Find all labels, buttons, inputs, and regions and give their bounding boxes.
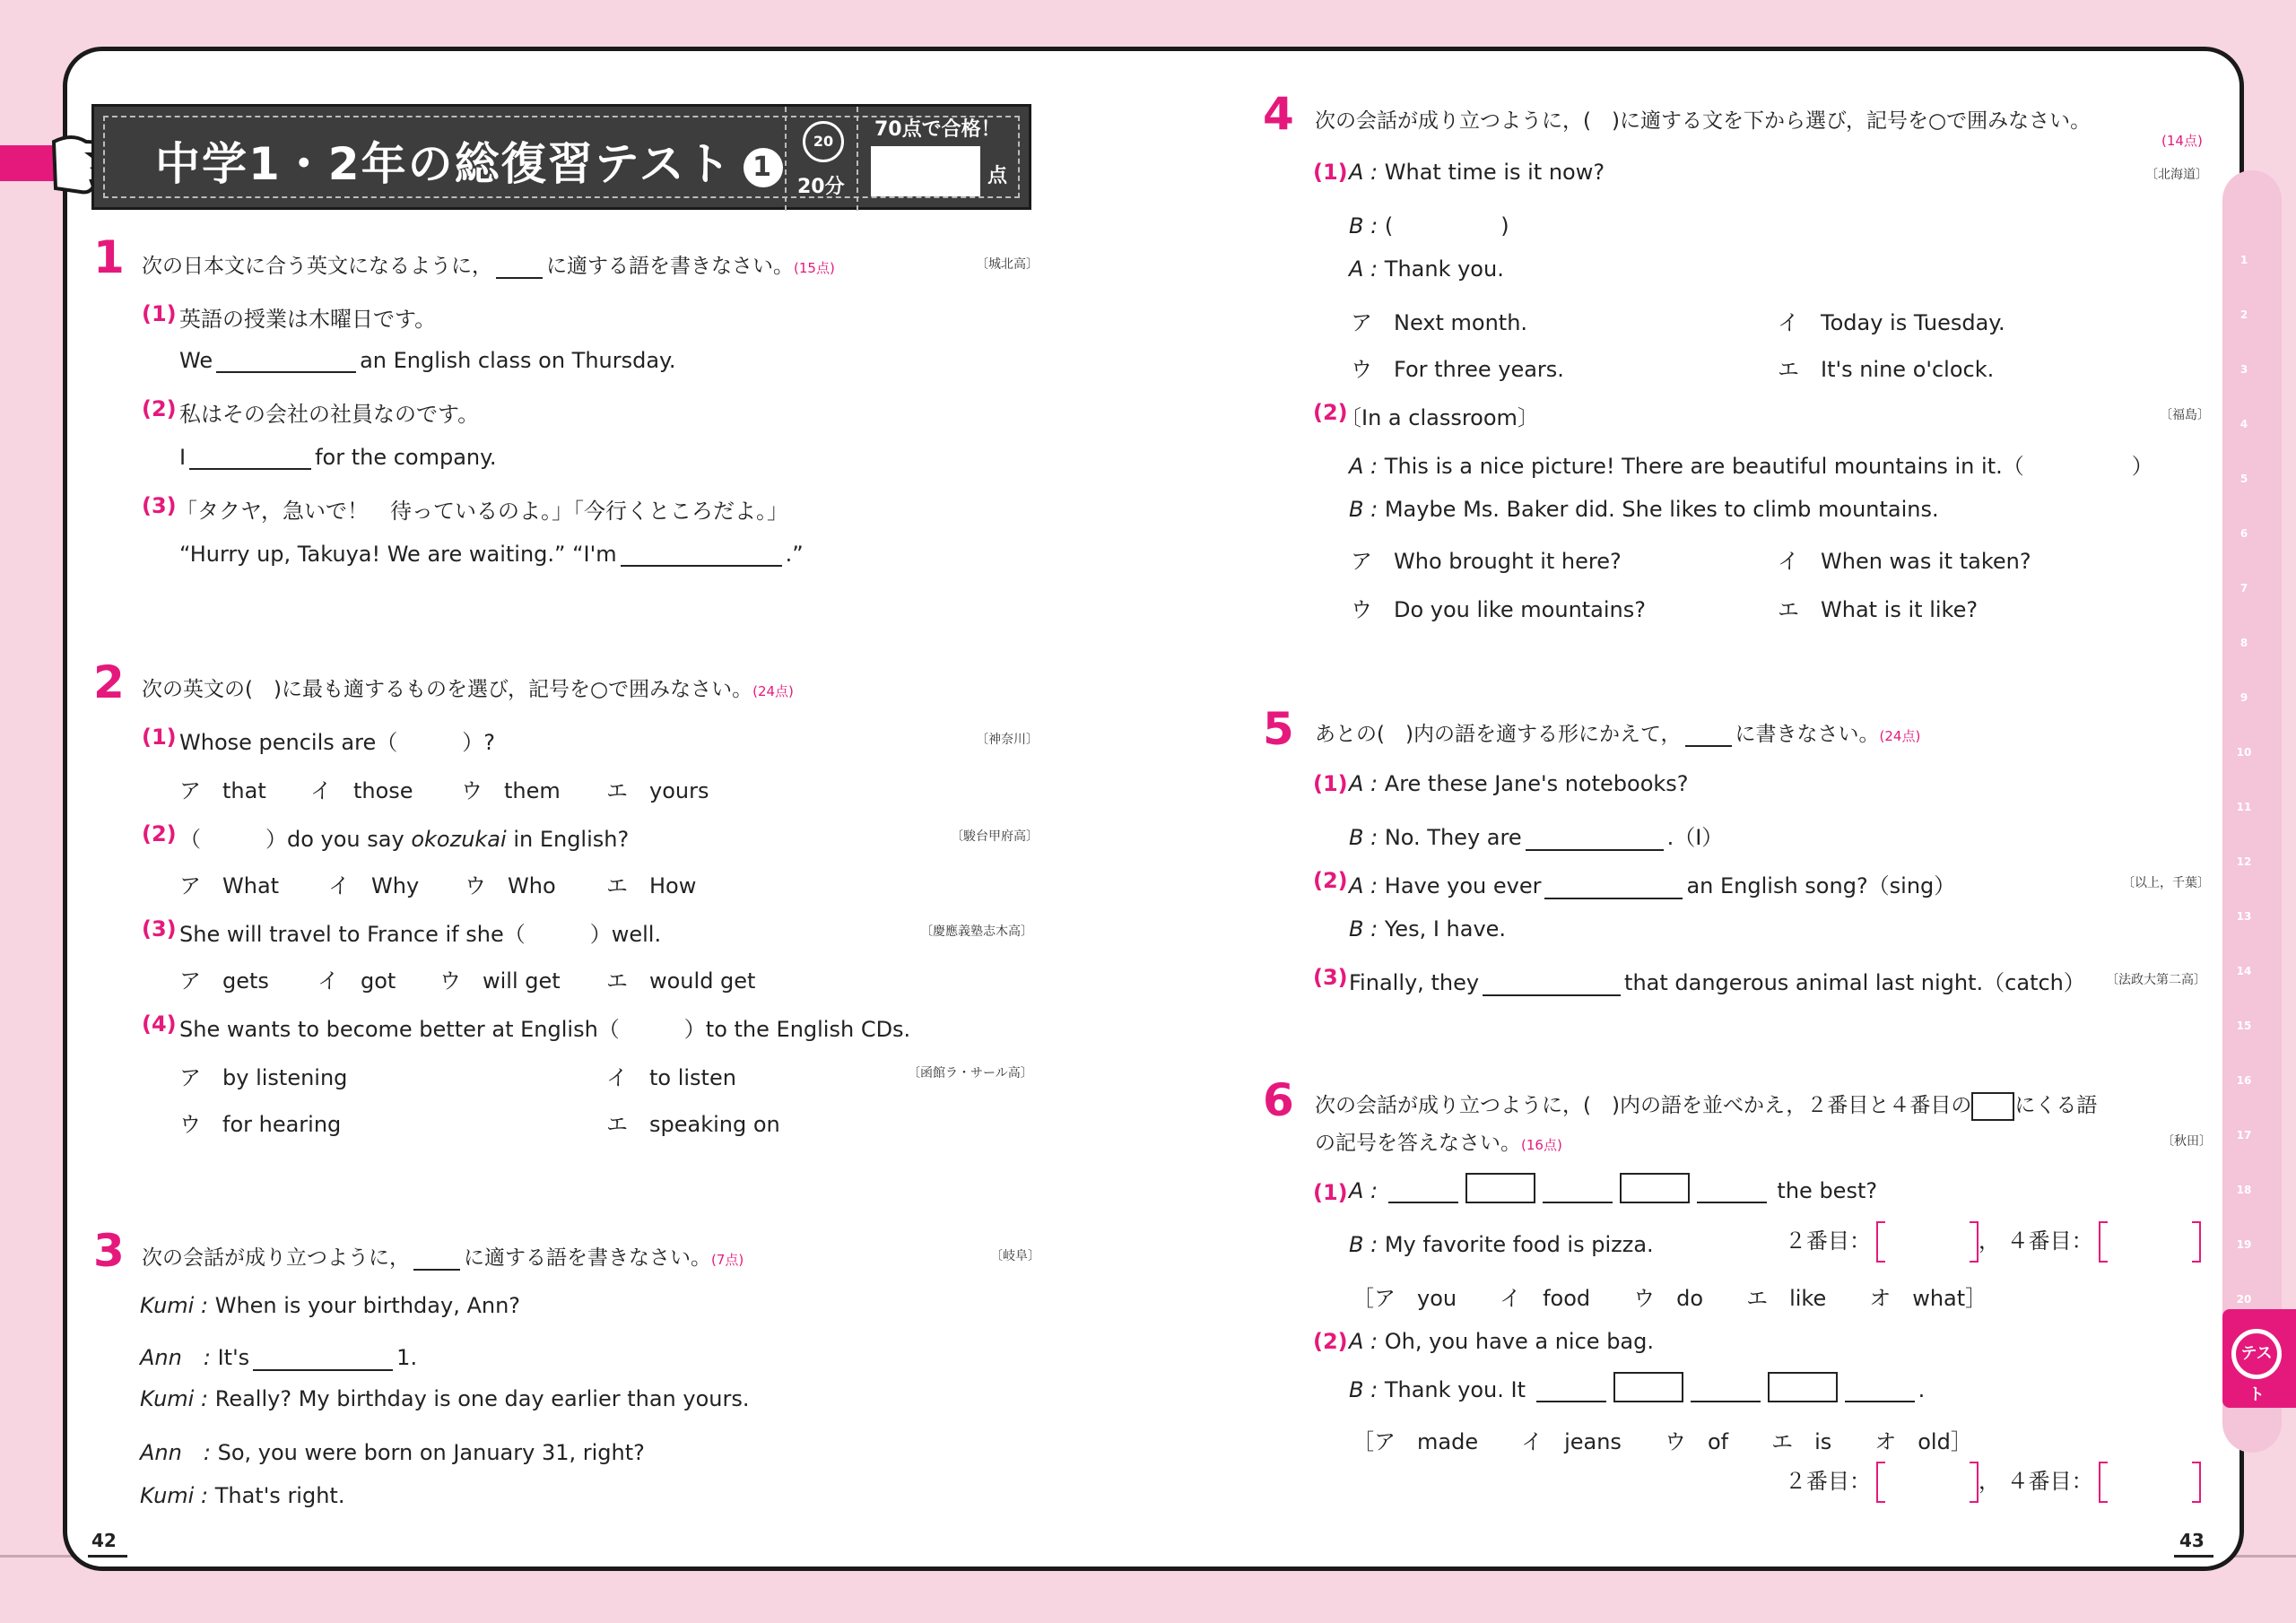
answer-blank[interactable]	[1483, 973, 1621, 996]
choice-option[interactable]: ウ for hearing	[179, 1112, 342, 1137]
dialogue-line	[140, 1293, 520, 1318]
dialogue-line	[1349, 1329, 1654, 1354]
question-title	[142, 1241, 744, 1271]
dialogue-line	[1349, 1232, 1654, 1257]
utterance: No. They are	[1384, 825, 1522, 850]
choice-option[interactable]: エ would get	[606, 968, 756, 994]
choice-option[interactable]: ア What	[179, 873, 280, 898]
answer-parenthesis[interactable]: ( )	[1384, 213, 1509, 239]
answer-box[interactable]	[1620, 1173, 1690, 1203]
sub-question-number: (1)	[1313, 160, 1348, 185]
dialogue-line	[140, 1483, 344, 1508]
dialogue-line	[140, 1340, 417, 1371]
question-number: 6	[1263, 1074, 1294, 1126]
q3-title-b: に適する語を書きなさい。	[464, 1246, 711, 1270]
answer-blank[interactable]	[1845, 1379, 1915, 1402]
dialogue-line	[1349, 820, 1723, 851]
utterance: When is your birthday, Ann?	[214, 1293, 521, 1318]
choice-option[interactable]: ア that	[179, 778, 266, 803]
source-school: 〔岐阜〕	[990, 1249, 1040, 1263]
source-school: 〔慶應義塾志木高〕	[920, 924, 1033, 939]
word-choices: ［ア made イ jeans ウ of エ is オ old］	[1352, 1429, 1972, 1454]
utterance: What time is it now?	[1384, 160, 1605, 185]
utterance: Maybe Ms. Baker did. She likes to climb mountains.	[1384, 497, 1939, 522]
choice-option[interactable]: ウ will get	[439, 968, 561, 994]
q2-title: 次の英文の( )に最も適するものを選び，記号を○で囲みなさい。	[142, 678, 753, 701]
choice-option[interactable]: エ yours	[606, 778, 709, 803]
utterance: Are these Jane's notebooks?	[1384, 771, 1689, 796]
side-index-tab	[2222, 170, 2282, 1453]
utterance: So, you were born on January 31, right?	[217, 1440, 645, 1465]
source-school: 〔福島〕	[2160, 408, 2210, 422]
question-number: 3	[93, 1225, 125, 1277]
points: (7点)	[711, 1252, 744, 1268]
answer-blank[interactable]	[1544, 876, 1683, 899]
page-number-right: 43	[2179, 1530, 2205, 1551]
word-choices: ［ア you イ food ウ do エ like オ what］	[1352, 1286, 1987, 1311]
speaker: B :	[1349, 213, 1378, 239]
choice-option[interactable]: ウ Who	[465, 873, 556, 898]
q1-2-en-b: for the company.	[315, 445, 497, 470]
question-title	[142, 673, 794, 702]
reorder-line	[1349, 1173, 1877, 1203]
sub-question-number: (4)	[142, 1011, 177, 1037]
choice-option[interactable]: イ got	[317, 968, 396, 994]
question-number: 5	[1263, 703, 1294, 755]
utterance-end: that dangerous animal last night.（catch）	[1624, 970, 2085, 995]
test-number-badge: 1	[744, 148, 783, 187]
sub-question-number: (3)	[1313, 965, 1348, 990]
answer-box[interactable]	[1465, 1173, 1535, 1203]
answer-blank[interactable]	[621, 543, 782, 567]
utterance-end: 1.	[396, 1345, 418, 1370]
sub-question-number: (2)	[1313, 1329, 1348, 1354]
dialogue-line	[1349, 916, 1506, 942]
speaker: A :	[1349, 1329, 1378, 1354]
answer-box[interactable]	[1613, 1372, 1683, 1402]
q2-2-text-b: in English?	[506, 827, 630, 852]
q5-title-blank	[1685, 725, 1732, 747]
utterance: Finally, they	[1349, 970, 1480, 995]
question-sentence	[1349, 965, 2085, 996]
q3-title-blank	[413, 1249, 460, 1271]
speaker: B :	[1349, 1377, 1378, 1402]
q2-2-text-a: （ ）do you say	[179, 827, 412, 852]
choice-option[interactable]: ア Who brought it here?	[1351, 549, 1622, 574]
sub-question-number: (1)	[142, 725, 177, 750]
q2-2-italic: okozukai	[411, 827, 507, 852]
speaker: A :	[1349, 873, 1378, 898]
answer-blank[interactable]	[1697, 1180, 1767, 1203]
speaker: A :	[1349, 160, 1378, 185]
choice-option[interactable]: イ Why	[328, 873, 420, 898]
title-text: 中学1・2年の総復習テスト	[155, 138, 733, 190]
score-unit: 点	[987, 165, 1008, 187]
japanese-sentence: 「タクヤ，急いで！ 待っているのよ。」「今行くところだよ。」	[176, 499, 789, 524]
second-label: ２番目：	[1785, 1469, 1871, 1494]
source-school: 〔秋田〕	[2161, 1134, 2212, 1149]
dialogue-line	[1349, 160, 1605, 185]
choice-option[interactable]: エ What is it like?	[1778, 597, 1979, 622]
page-number-right-rule	[2174, 1555, 2213, 1558]
sub-question-number: (2)	[1313, 868, 1348, 893]
points: (24点)	[1879, 728, 1921, 744]
english-sentence	[179, 348, 675, 373]
choice-option[interactable]: イ those	[310, 778, 413, 803]
q1-1-en-a: We	[179, 348, 213, 373]
english-sentence	[179, 542, 804, 567]
question-sentence: Whose pencils are（ ）?	[179, 730, 495, 755]
answer-blank[interactable]	[1388, 1180, 1458, 1203]
test-tab[interactable]	[2222, 1309, 2296, 1408]
sub-question-number: (1)	[1313, 1180, 1348, 1205]
question-sentence: She wants to become better at English（ ）to the English CDs.	[179, 1017, 911, 1042]
choice-option[interactable]: ア by listening	[179, 1065, 348, 1090]
source-school: 〔城北高〕	[976, 257, 1039, 272]
japanese-sentence: 私はその会社の社員なのです。	[179, 402, 480, 427]
sub-question-number: (1)	[142, 301, 177, 326]
speaker: B :	[1349, 497, 1378, 522]
choice-option[interactable]: イ When was it taken?	[1778, 549, 2031, 574]
test-header	[91, 104, 1031, 210]
dialogue-line	[1349, 208, 1509, 239]
question-title	[142, 249, 835, 279]
speaker: B :	[1349, 825, 1378, 850]
fourth-answer-bracket[interactable]	[2099, 1221, 2201, 1263]
answer-blank[interactable]	[1536, 1379, 1606, 1402]
question-title	[1315, 717, 1920, 747]
dialogue-line	[1349, 256, 1504, 282]
page-title	[155, 128, 783, 193]
dialogue-line	[1349, 771, 1689, 796]
context-label: 〔In a classroom〕	[1340, 405, 1539, 430]
stopwatch-icon	[803, 121, 844, 162]
points: (14点)	[2161, 133, 2203, 149]
question-title-cont	[1315, 1126, 1562, 1156]
speaker: A :	[1349, 454, 1378, 479]
choice-option[interactable]: ア gets	[179, 968, 269, 994]
timer-value: 20	[813, 133, 834, 150]
question-sentence: She will travel to France if she（ ）well.	[179, 922, 662, 947]
page-number-left: 42	[91, 1530, 117, 1551]
q1-1-en-b: an English class on Thursday.	[360, 348, 676, 373]
speaker: Ann :	[140, 1345, 211, 1370]
answer-blank[interactable]	[253, 1348, 393, 1371]
answer-blank[interactable]	[1691, 1379, 1761, 1402]
question-title	[1315, 1089, 2097, 1121]
utterance-end: .	[1918, 1377, 1926, 1402]
source-school: 〔駿台甲府高〕	[951, 829, 1039, 844]
q6-title-box	[1971, 1092, 2014, 1121]
speaker: Ann :	[140, 1440, 211, 1465]
sub-question-number: (2)	[142, 396, 177, 421]
source-school: 〔神奈川〕	[976, 733, 1039, 747]
sub-question-number: (2)	[142, 821, 177, 846]
sub-question-number: (2)	[1313, 400, 1348, 425]
q1-title-blank	[496, 257, 543, 279]
dialogue-line	[1349, 868, 1955, 899]
source-school: 〔北海道〕	[2145, 168, 2208, 182]
comma: ，	[1979, 1228, 2000, 1254]
dialogue-line	[1349, 497, 1939, 522]
score-input[interactable]	[871, 146, 980, 196]
utterance-end: .（I）	[1666, 825, 1724, 850]
utterance: Yes, I have.	[1384, 916, 1507, 942]
q6-title-b: にくる語	[2014, 1094, 2098, 1117]
dialogue-line	[140, 1435, 645, 1466]
choice-option[interactable]: ウ For three years.	[1351, 357, 1564, 382]
second-answer-bracket[interactable]	[1876, 1462, 1979, 1503]
choice-option[interactable]: エ It's nine o'clock.	[1778, 357, 1995, 382]
japanese-sentence: 英語の授業は木曜日です。	[179, 307, 437, 332]
speaker: Kumi :	[140, 1483, 209, 1508]
dialogue-line	[140, 1386, 749, 1411]
q5-title-a: あとの( )内の語を適する形にかえて，	[1315, 723, 1682, 746]
choice-option[interactable]: イ Today is Tuesday.	[1778, 310, 2005, 335]
utterance: My favorite food is pizza.	[1384, 1232, 1654, 1257]
question-title: 次の会話が成り立つように，( )に適する文を下から選び，記号を○で囲みなさい。	[1315, 109, 2092, 133]
speaker: A :	[1349, 256, 1378, 282]
answer-blank[interactable]	[1543, 1180, 1613, 1203]
q3-title-a: 次の会話が成り立つように，	[142, 1246, 410, 1270]
points: (24点)	[752, 683, 794, 699]
speaker: B :	[1349, 916, 1378, 942]
utterance: Thank you.	[1384, 256, 1504, 282]
question-number: 4	[1263, 88, 1294, 140]
utterance: Oh, you have a nice bag.	[1384, 1329, 1654, 1354]
page-number-left-rule	[88, 1555, 127, 1558]
choice-option[interactable]: ウ them	[461, 778, 561, 803]
second-label: ２番目：	[1785, 1228, 1871, 1254]
fourth-answer-bracket[interactable]	[2099, 1462, 2201, 1503]
choice-option[interactable]: エ speaking on	[606, 1112, 780, 1137]
utterance-end: the best?	[1777, 1178, 1878, 1203]
english-sentence	[179, 445, 497, 470]
magnifier-icon	[2231, 1329, 2282, 1404]
speaker: Kumi :	[140, 1293, 209, 1318]
reorder-line	[1349, 1372, 1925, 1402]
utterance: Have you ever	[1384, 873, 1542, 898]
utterance: Thank you. It	[1384, 1377, 1526, 1402]
choice-option[interactable]: ア Next month.	[1351, 310, 1528, 335]
utterance: This is a nice picture! There are beautiful mountains in it.（ ）	[1384, 454, 2153, 479]
question-number: 2	[93, 656, 125, 708]
utterance-end: an English song?（sing）	[1686, 873, 1956, 898]
q1-title-b: に適する語を書きなさい。	[546, 255, 794, 278]
question-number: 1	[93, 231, 125, 283]
q6-title-a: 次の会話が成り立つように，( )内の語を並べかえ，２番目と４番目の	[1315, 1094, 1972, 1117]
q1-2-en-a: I	[179, 445, 187, 470]
answer-box[interactable]	[1768, 1372, 1838, 1402]
fourth-label: ４番目：	[2006, 1469, 2093, 1494]
second-answer-bracket[interactable]	[1876, 1221, 1979, 1263]
points: (16点)	[1521, 1137, 1562, 1153]
question-sentence	[179, 821, 629, 853]
q1-3-en-b: .”	[785, 542, 804, 567]
index-ticks: 1 2 3 4 5 6 7 8 9 10 11 12 13 14 15 16 17 18 19 20	[2236, 254, 2252, 1306]
utterance: That's right.	[214, 1483, 345, 1508]
sub-question-number: (1)	[1313, 771, 1348, 796]
speaker: A :	[1349, 771, 1378, 796]
q1-3-en-a: “Hurry up, Takuya! We are waiting.” “I'm	[179, 542, 617, 567]
choice-option[interactable]: エ How	[606, 873, 697, 898]
points: (15点)	[794, 260, 835, 276]
pass-mark: 70点で合格！	[874, 118, 1001, 141]
test-tab-label: テスト	[2240, 1344, 2273, 1404]
sub-question-number: (3)	[142, 493, 177, 518]
source-school: 〔以上，千葉〕	[2122, 876, 2210, 890]
answer-slots	[1785, 1221, 2201, 1263]
source-school: 〔法政大第二高〕	[2106, 973, 2206, 987]
source-school: 〔函館ラ・サール高〕	[908, 1066, 1033, 1081]
utterance: It's	[217, 1345, 250, 1370]
choice-option[interactable]: ウ Do you like mountains?	[1351, 597, 1647, 622]
speaker: Kumi :	[140, 1386, 209, 1411]
answer-blank[interactable]	[189, 447, 311, 470]
answer-slots	[1785, 1462, 2201, 1503]
answer-blank[interactable]	[216, 350, 356, 373]
comma: ，	[1979, 1469, 2000, 1494]
answer-blank[interactable]	[1526, 828, 1664, 851]
q6-title-c: の記号を答えなさい。	[1315, 1132, 1521, 1155]
choice-option[interactable]: イ to listen	[606, 1065, 736, 1090]
sub-question-number: (3)	[142, 916, 177, 942]
speaker: A :	[1349, 1178, 1378, 1203]
q5-title-b: に書きなさい。	[1735, 723, 1880, 746]
timer-area	[785, 107, 858, 211]
q1-title-a: 次の日本文に合う英文になるように，	[142, 255, 492, 278]
time-limit: 20分	[797, 176, 845, 198]
utterance: Really? My birthday is one day earlier than yours.	[214, 1386, 750, 1411]
speaker: B :	[1349, 1232, 1378, 1257]
dialogue-line	[1349, 448, 2153, 480]
fourth-label: ４番目：	[2006, 1228, 2093, 1254]
